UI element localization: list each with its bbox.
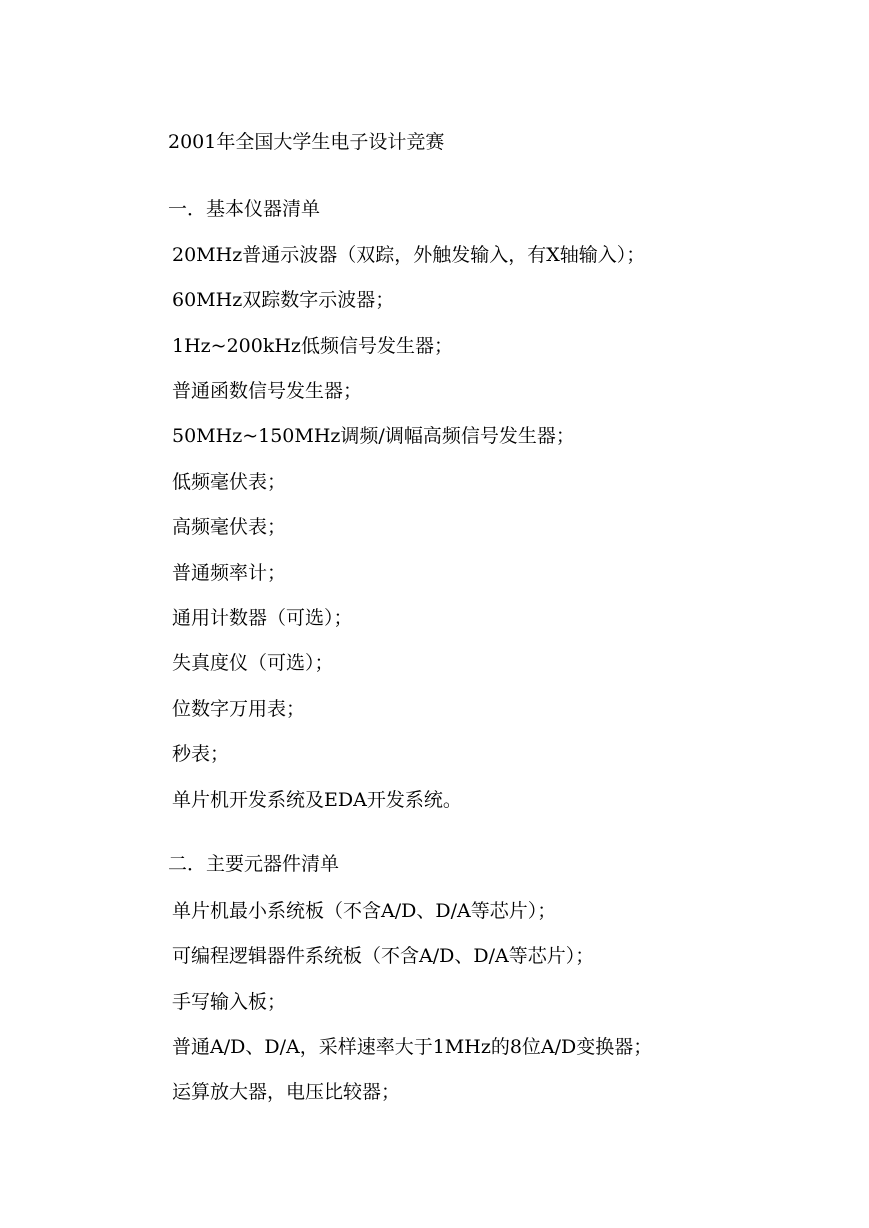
list-item: 60MHz双踪数字示波器；: [172, 289, 395, 311]
list-item: 运算放大器，电压比较器；: [172, 1081, 401, 1103]
section-heading-components: 二．主要元器件清单: [168, 853, 340, 875]
document-title: 2001年全国大学生电子设计竞赛: [168, 131, 445, 153]
list-item: 高频毫伏表；: [172, 516, 287, 538]
list-item: 普通A/D、D/A，采样速率大于1MHz的8位A/D变换器；: [172, 1036, 653, 1058]
list-item: 1Hz~200kHz低频信号发生器；: [172, 335, 453, 357]
section-heading-instruments: 一．基本仪器清单: [168, 198, 321, 220]
list-item: 手写输入板；: [172, 991, 287, 1013]
list-item: 可编程逻辑器件系统板（不含A/D、D/A等芯片）；: [172, 945, 595, 967]
list-item: 低频毫伏表；: [172, 471, 287, 493]
list-item: 20MHz普通示波器（双踪，外触发输入，有X轴输入）；: [172, 244, 646, 266]
list-item: 普通函数信号发生器；: [172, 380, 363, 402]
list-item: 单片机最小系统板（不含A/D、D/A等芯片）；: [172, 900, 557, 922]
list-item: 失真度仪（可选）；: [172, 652, 334, 674]
list-item: 单片机开发系统及EDA开发系统。: [172, 789, 462, 811]
list-item: 位数字万用表；: [172, 698, 306, 720]
list-item: 普通频率计；: [172, 562, 287, 584]
list-item: 50MHz~150MHz调频/调幅高频信号发生器；: [172, 425, 575, 447]
list-item: 秒表；: [172, 743, 230, 765]
list-item: 通用计数器（可选）；: [172, 607, 353, 629]
